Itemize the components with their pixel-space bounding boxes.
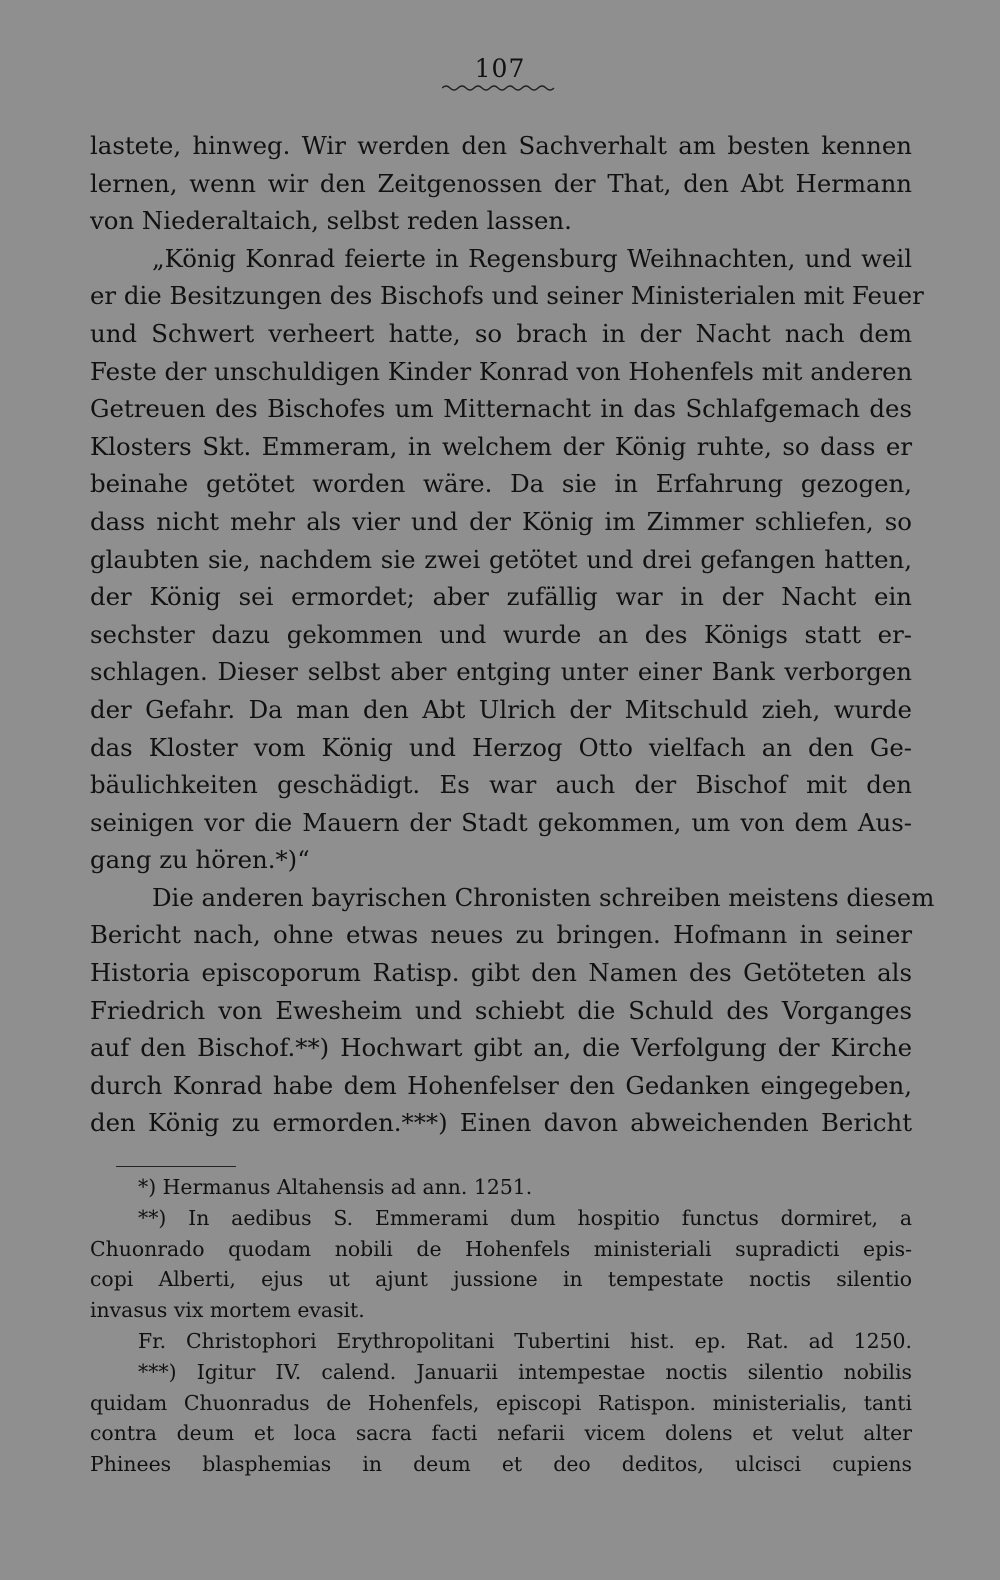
footnote-line: **) In aedibus S. Emmerami dum hospitio functus dormiret, a (138, 1205, 912, 1230)
text-line: von Niederaltaich, selbst reden lassen. (90, 206, 572, 236)
text-line: der König sei ermordet; aber zufällig war in der Nacht ein (90, 582, 912, 612)
text-line: Feste der unschuldigen Kinder Konrad von Hohenfels mit anderen (90, 356, 913, 386)
text-line: auf den Bischof.**) Hochwart gibt an, die Verfolgung der Kirche (90, 1033, 912, 1063)
text-line: Getreuen des Bischofes um Mitternacht in das Schlafgemach des (90, 394, 912, 424)
text-line: Die anderen bayrischen Chronisten schreiben meistens diesem (152, 882, 935, 912)
footnote-line: contra deum et loca sacra facti nefarii vicem dolens et velut alter (90, 1421, 912, 1446)
text-line: bäulichkeiten geschädigt. Es war auch der Bischof mit den (90, 770, 912, 800)
footnote-line: invasus vix mortem evasit. (90, 1298, 365, 1323)
ornament-wavy-line (442, 84, 558, 92)
text-line: seinigen vor die Mauern der Stadt gekommen, um von dem Aus- (90, 807, 912, 837)
text-line: lernen, wenn wir den Zeitgenossen der That, den Abt Hermann (90, 168, 912, 198)
text-line: dass nicht mehr als vier und der König im Zimmer schliefen, so (90, 506, 912, 536)
text-line: glaubten sie, nachdem sie zwei getötet und drei gefangen hatten, (90, 544, 912, 574)
footnotes (90, 1172, 912, 1480)
footnote-line: quidam Chuonradus de Hohenfels, episcopi Ratispon. ministerialis, tanti (90, 1390, 912, 1415)
text-line: Klosters Skt. Emmeram, in welchem der König ruhte, so dass er (90, 431, 912, 461)
footnote-line: Fr. Christophori Erythropolitani Tubertini hist. ep. Rat. ad 1250. (138, 1328, 912, 1353)
text-line: er die Besitzungen des Bischofs und seiner Ministerialen mit Feuer (90, 281, 924, 311)
text-line: Bericht nach, ohne etwas neues zu bringen. Hofmann in seiner (90, 920, 912, 950)
text-line: Friedrich von Ewesheim und schiebt die Schuld des Vorganges (90, 995, 912, 1025)
text-line: das Kloster vom König und Herzog Otto vielfach an den Ge- (90, 732, 912, 762)
text-line: der Gefahr. Da man den Abt Ulrich der Mitschuld zieh, wurde (90, 694, 912, 724)
body-text (90, 127, 935, 1142)
footnote-line: Chuonrado quodam nobili de Hohenfels ministeriali supradicti epis- (90, 1236, 912, 1261)
text-line: schlagen. Dieser selbst aber entging unter einer Bank verborgen (90, 657, 912, 687)
text-line: sechster dazu gekommen und wurde an des Königs statt er- (90, 619, 912, 649)
footnote-rule (116, 1166, 236, 1167)
footnote-line: *) Hermanus Altahensis ad ann. 1251. (138, 1175, 533, 1199)
text-line: Historia episcoporum Ratisp. gibt den Namen des Getöteten als (90, 958, 912, 988)
footnote-line: ***) Igitur IV. calend. Januarii intempestae noctis silentio nobilis (138, 1359, 912, 1384)
text-line: und Schwert verheert hatte, so brach in der Nacht nach dem (90, 318, 912, 348)
text-line: durch Konrad habe dem Hohenfelser den Gedanken eingegeben, (90, 1070, 912, 1100)
text-line: lastete, hinweg. Wir werden den Sachverhalt am besten kennen (90, 131, 912, 160)
footnote-line: copi Alberti, ejus ut ajunt jussione in tempestate noctis silentio (90, 1267, 912, 1292)
page-number: 107 (474, 54, 526, 83)
footnote-line: Phinees blasphemias in deum et deo deditos, ulcisci cupiens (90, 1452, 912, 1477)
text-line: gang zu hören.*)“ (90, 845, 310, 875)
text-line: den König zu ermorden.***) Einen davon abweichenden Bericht (90, 1108, 912, 1138)
text-line: beinahe getötet worden wäre. Da sie in Erfahrung gezogen, (90, 469, 912, 499)
text-line: „König Konrad feierte in Regensburg Weihnachten, und weil (152, 243, 912, 273)
